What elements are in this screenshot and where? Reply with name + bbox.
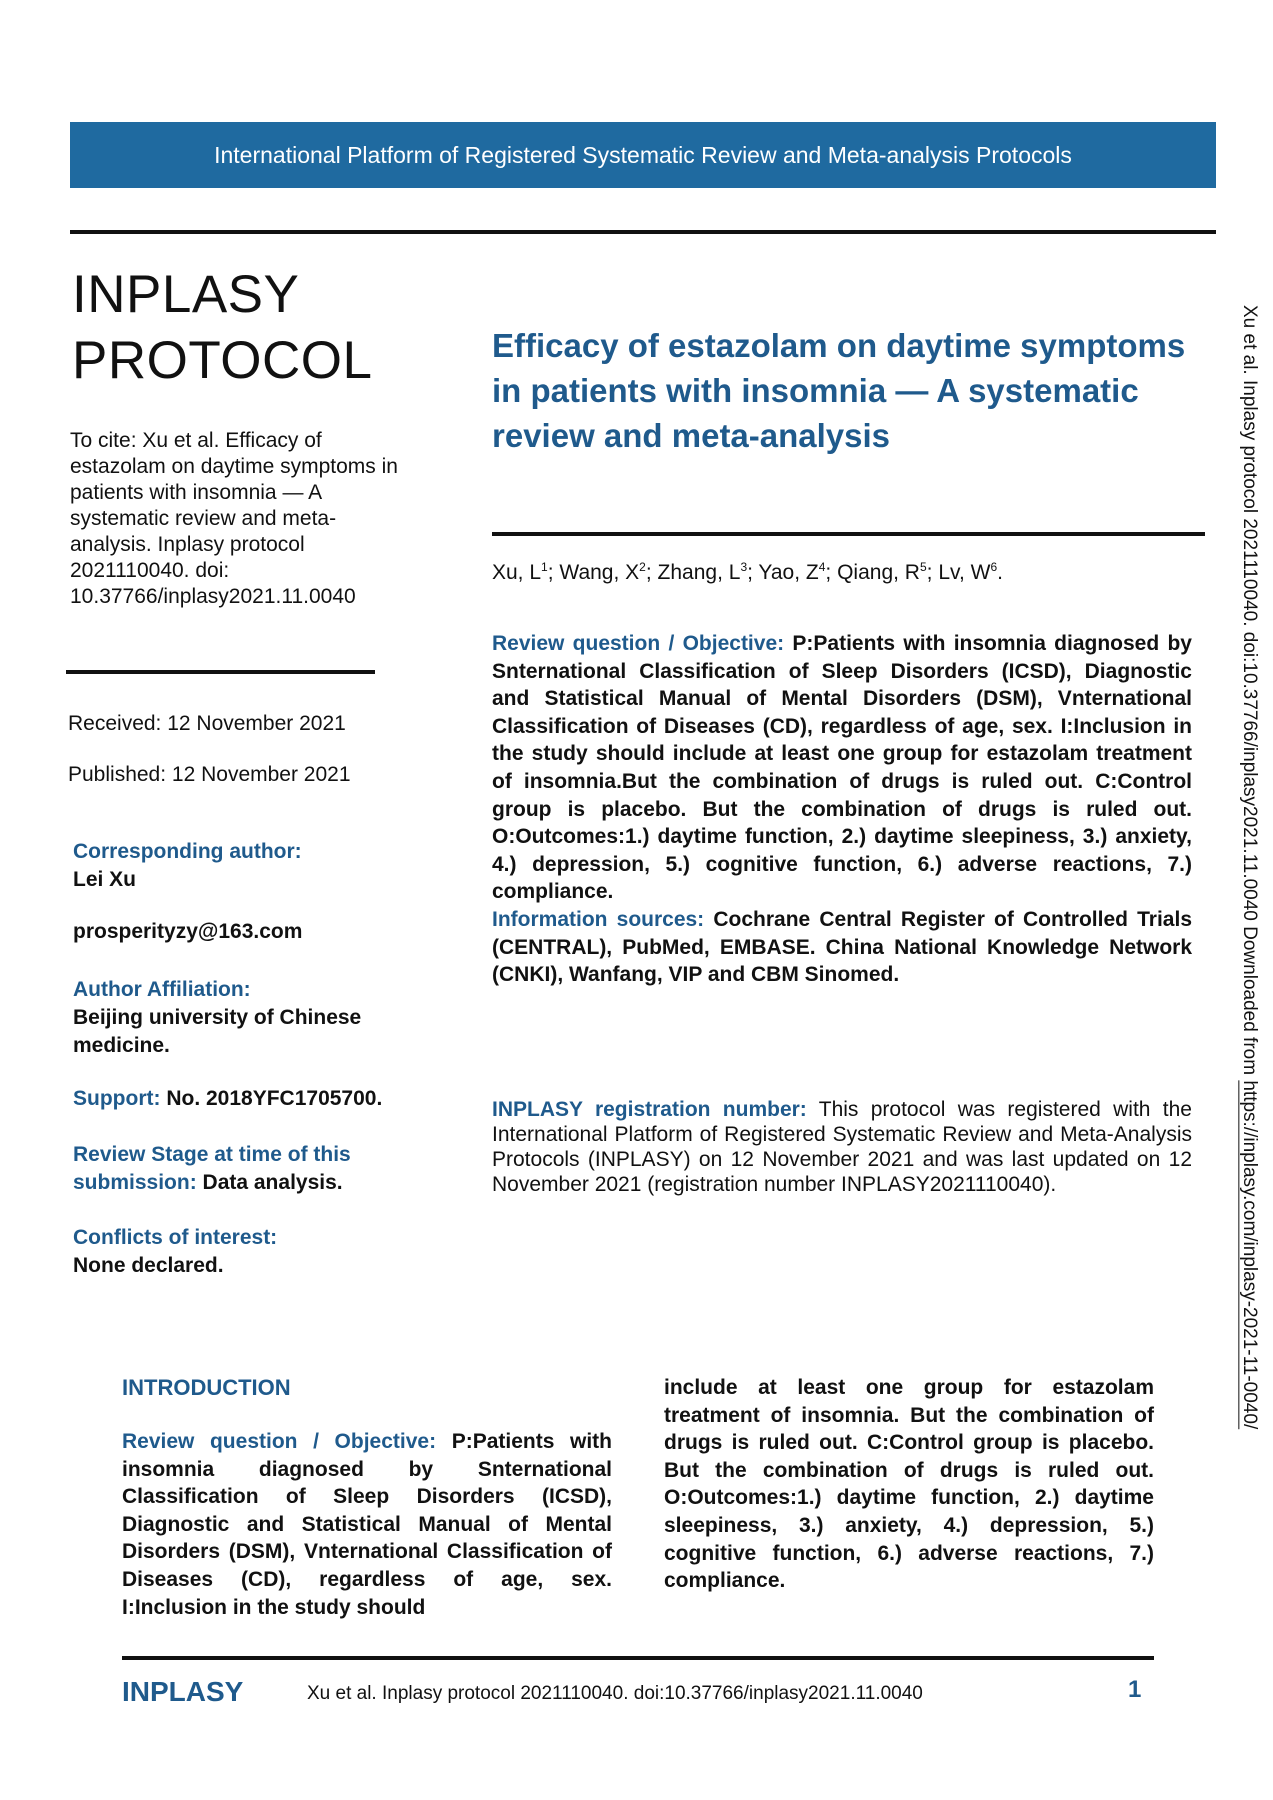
affiliation-label: Author Affiliation: xyxy=(73,978,251,1001)
author-name: Qiang, R xyxy=(837,561,920,584)
footer-citation: Xu et al. Inplasy protocol 2021110040. doi:10.37766/inplasy2021.11.0040 xyxy=(307,1683,923,1704)
author-separator: ; xyxy=(547,561,560,584)
review-stage xyxy=(73,1141,443,1197)
intro-column-2: include at least one group for estazolam treatment of insomnia. But the combination of drugs is ruled out. C:Control group is placebo. But the combination of drugs is ruled out. O:Outcomes:1.) daytime function, 2.) daytime sleepiness, 3.) anxiety, 4.) depression, 5.) cognitive function, 6.) adverse reactions, 7.) compliance. xyxy=(664,1376,1154,1593)
conflicts-of-interest xyxy=(73,1224,443,1280)
footer-rule xyxy=(122,1656,1154,1660)
corresponding-name: Lei Xu xyxy=(73,868,137,891)
author-separator: ; xyxy=(747,561,759,584)
author-separator: ; xyxy=(825,561,838,584)
stage-label: Review Stage at time of this submission: xyxy=(73,1143,351,1194)
abstract-information-sources xyxy=(492,906,1192,989)
author-name: Zhang, L xyxy=(657,561,741,584)
intro-review-label: Review question / Objective: xyxy=(122,1430,437,1453)
author-name: Yao, Z xyxy=(758,561,819,584)
author-affiliation xyxy=(73,976,443,1060)
top-rule xyxy=(70,230,1216,234)
support xyxy=(73,1085,443,1113)
author-email[interactable]: prosperityzy@163.com xyxy=(73,920,303,943)
support-label: Support: xyxy=(73,1087,161,1110)
side-note-text: Xu et al. Inplasy protocol 2021110040. doi:10.37766/inplasy2021.11.0040 Downloaded from xyxy=(1239,305,1260,1081)
received-date: Received: 12 November 2021 xyxy=(68,712,346,735)
citation: To cite: Xu et al. Efficacy of estazolam on daytime symptoms in patients with insomnia — A systematic review and meta-analysis. Inplasy protocol 2021110040. doi: 10.37766/inplasy2021.11.0040 xyxy=(70,429,398,608)
protocol-heading xyxy=(72,262,372,394)
author-affiliation-index: 4 xyxy=(818,560,826,574)
author-affiliation-index: 2 xyxy=(639,560,646,574)
article-title: Efficacy of estazolam on daytime symptoms in patients with insomnia — A systematic review and meta-analysis xyxy=(492,327,1186,454)
author-name: Wang, X xyxy=(559,561,640,584)
heading-line-1: INPLASY xyxy=(72,265,300,324)
author-affiliation-index: 6 xyxy=(990,560,998,574)
author-separator: ; xyxy=(926,561,939,584)
intro-column-1-text: P:Patients with insomnia diagnosed by Snternational Classification of Sleep Disorders (ICSD), Diagnostic and Statistical Manual of Mental Disorders (DSM), Vnternational Classification of Diseases (CD), regardless of age, sex. I:Inclusion in the study should xyxy=(122,1430,612,1619)
heading-line-2: PROTOCOL xyxy=(72,331,373,390)
abstract-review-question xyxy=(492,630,1192,906)
author-affiliation-index: 3 xyxy=(740,560,748,574)
registration-label: INPLASY registration number: xyxy=(492,1098,807,1121)
review-question-text: P:Patients with insomnia diagnosed by Snternational Classification of Sleep Disorders (ICSD), Diagnostic and Statistical Manual of Mental Disorders (DSM), Vnternational Classification of Diseases (CD), regardless of age, sex. I:Inclusion in the study should include at least one group for estazolam treatment of insomnia.But the combination of drugs is ruled out. C:Control group is placebo. But the combination of drugs is ruled out. O:Outcomes:1.) daytime function, 2.) daytime sleepiness, 3.) anxiety, 4.) depression, 5.) cognitive function, 6.) adverse reactions, 7.) compliance. xyxy=(492,632,1192,904)
authors xyxy=(492,561,1003,584)
affiliation-value: Beijing university of Chinese medicine. xyxy=(73,1006,362,1057)
conflicts-value: None declared. xyxy=(73,1254,224,1277)
corresponding-label: Corresponding author: xyxy=(73,840,302,863)
author-affiliation-index: 5 xyxy=(919,560,927,574)
side-download-note xyxy=(1238,305,1260,1429)
published-date: Published: 12 November 2021 xyxy=(68,763,351,786)
author-name: Lv, W xyxy=(938,561,991,584)
author-separator: ; xyxy=(645,561,658,584)
information-sources-text: Cochrane Central Register of Controlled Trials (CENTRAL), PubMed, EMBASE. China National Knowledge Network (CNKI), Wanfang, VIP and CBM Sinomed. xyxy=(492,907,1192,987)
corresponding-author xyxy=(73,838,443,894)
platform-banner: International Platform of Registered Systematic Review and Meta-analysis Protocols xyxy=(70,122,1216,188)
author-affiliation-index: 1 xyxy=(541,560,548,574)
conflicts-label: Conflicts of interest: xyxy=(73,1226,278,1249)
title-rule xyxy=(492,532,1205,536)
information-sources-label: Information sources: xyxy=(492,907,705,931)
support-value: No. 2018YFC1705700. xyxy=(166,1087,383,1110)
download-link[interactable]: https://inplasy.com/inplasy-2021-11-0040/ xyxy=(1239,1080,1260,1430)
author-list xyxy=(492,560,1003,585)
page-number: 1 xyxy=(1128,1676,1142,1703)
cite-rule xyxy=(66,670,375,674)
abstract xyxy=(492,630,1192,989)
registration-text: This protocol was registered with the International Platform of Registered Systematic Review and Meta-Analysis Protocols (INPLASY) on 12 November 2021 and was last updated on 12 November 2021 (registration number INPLASY2021110040). xyxy=(492,1098,1192,1196)
introduction-heading: INTRODUCTION xyxy=(122,1375,291,1400)
stage-value: Data analysis. xyxy=(202,1171,343,1194)
registration-number xyxy=(492,1097,1192,1197)
review-question-label: Review question / Objective: xyxy=(492,632,785,655)
footer-brand: INPLASY xyxy=(122,1676,244,1707)
author-separator: . xyxy=(997,561,1003,584)
author-name: Xu, L xyxy=(492,561,542,584)
intro-column-1 xyxy=(122,1428,612,1621)
